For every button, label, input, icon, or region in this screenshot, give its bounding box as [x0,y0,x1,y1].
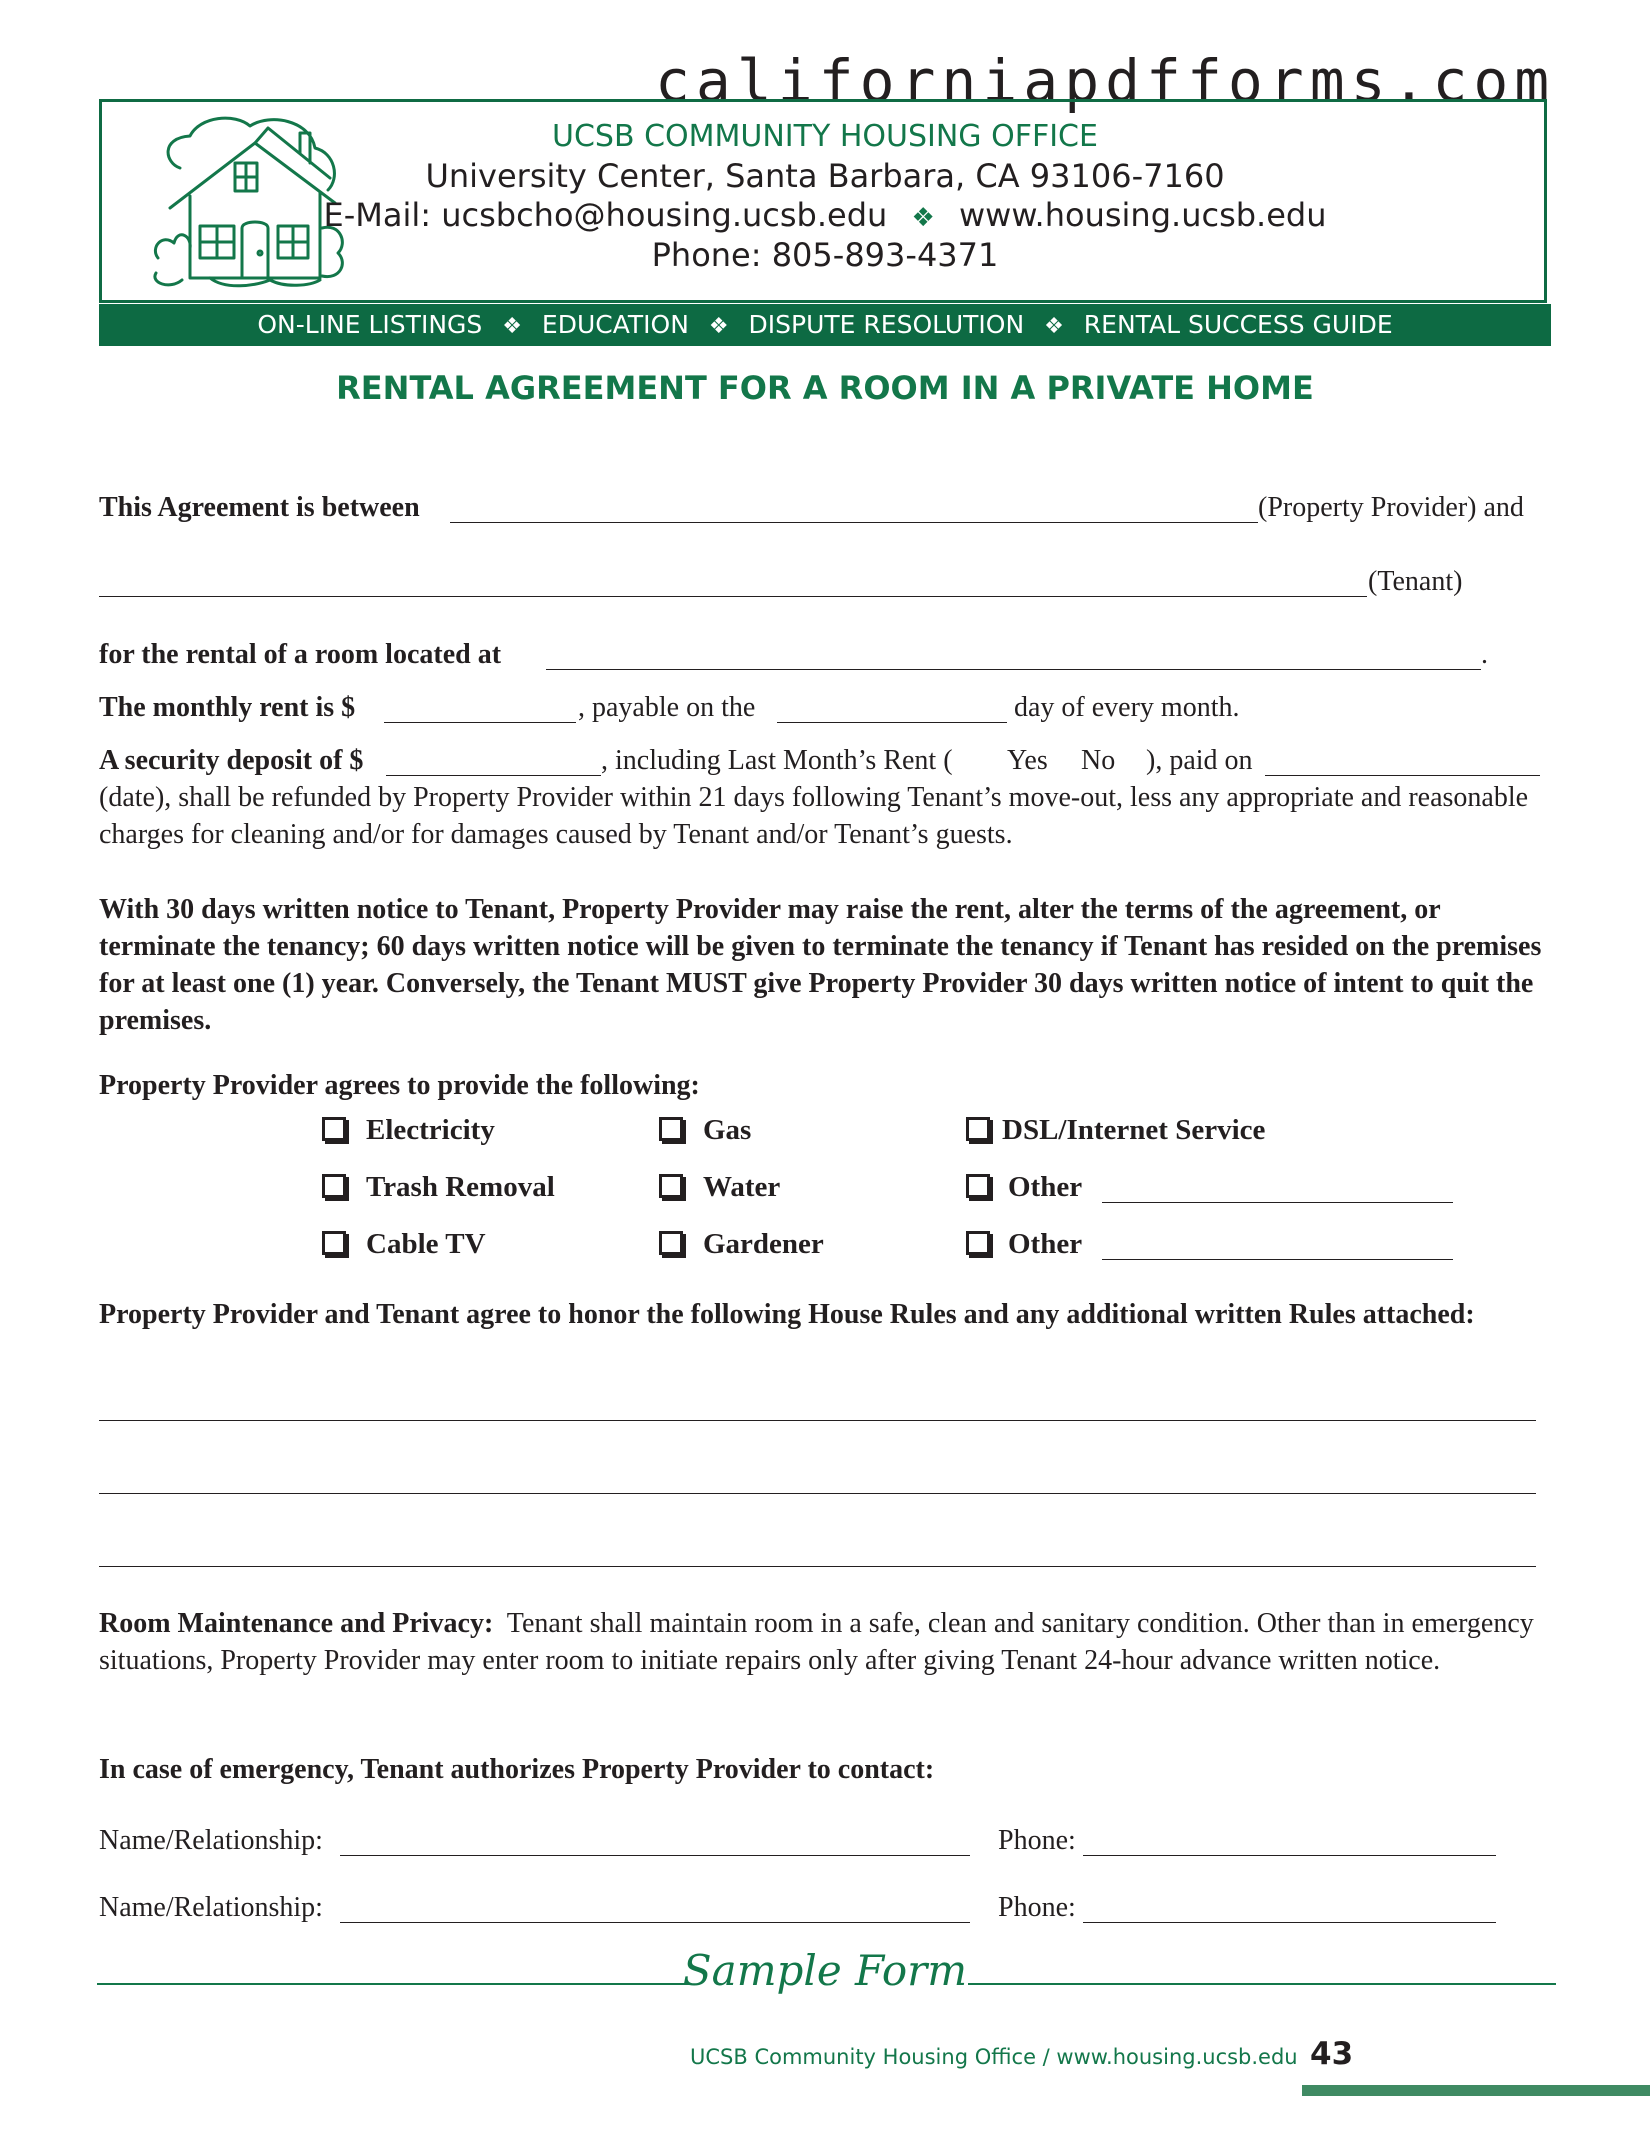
emergency-heading: In case of emergency, Tenant authorizes Property Provider to contact: [99,1754,935,1785]
checkbox-icon[interactable] [322,1174,346,1198]
maintenance-text: Tenant shall maintain room in a safe, clean and sanitary condition. Other than in emergency situations, Property Provider may enter room to initiate repairs only after giving Tenant 24-hour advance written notice. [99,1608,1534,1676]
other-1-field[interactable] [1102,1202,1453,1203]
name-relationship-label-2: Name/Relationship: [99,1892,323,1923]
org-address: University Center, Santa Barbara, CA 93106-7160 [425,157,1225,195]
paid-on-date-field[interactable] [1265,775,1540,776]
checkbox-icon[interactable] [966,1174,990,1198]
nav-item-dispute-resolution[interactable]: DISPUTE RESOLUTION [748,310,1025,339]
diamond-separator-icon: ❖ [911,203,935,233]
checkbox-icon[interactable] [966,1231,990,1255]
nav-item-education[interactable]: EDUCATION [541,310,689,339]
form-title: RENTAL AGREEMENT FOR A ROOM IN A PRIVATE HOME [336,369,1314,407]
nav-item-online-listings[interactable]: ON-LINE LISTINGS [257,310,483,339]
security-deposit-field[interactable] [386,775,601,776]
header-nav-bar [99,304,1551,346]
house-rules-line-1[interactable] [99,1420,1536,1421]
security-deposit-label: A security deposit of $ [99,745,364,776]
diamond-separator-icon: ❖ [1044,314,1064,339]
emergency-name-field-2[interactable] [340,1922,970,1923]
provider-suffix: (Property Provider) and [1258,492,1524,523]
day-of-month-label: day of every month. [1014,692,1240,723]
option-trash-removal[interactable]: Trash Removal [322,1173,555,1202]
tenant-name-field[interactable] [99,596,1367,597]
other-2-field[interactable] [1102,1259,1453,1260]
deposit-refund-text: (date), shall be refunded by Property Provider within 21 days following Tenant’s move-out, less any appropriate and reasonable charges for cleaning and/or for damages caused by Tenant and/or Tenant’s guests. [99,782,1529,850]
option-cable-tv[interactable]: Cable TV [322,1230,486,1259]
diamond-separator-icon: ❖ [502,314,522,339]
email-text[interactable]: E-Mail: ucsbcho@housing.ucsb.edu [323,196,888,234]
monthly-rent-field[interactable] [384,722,576,723]
footer-text: UCSB Community Housing Office / www.housing.ucsb.edu [690,2045,1298,2069]
checkbox-icon[interactable] [322,1231,346,1255]
org-name: UCSB COMMUNITY HOUSING OFFICE [552,119,1098,154]
location-label: for the rental of a room located at [99,639,502,670]
option-dsl-internet[interactable]: DSL/Internet Service [966,1116,1265,1145]
checkbox-icon[interactable] [659,1117,683,1141]
footer-bar [1302,2085,1650,2096]
payable-label: , payable on the [578,692,756,723]
yes-option[interactable]: Yes [1007,745,1048,776]
agreement-between-label: This Agreement is between [99,492,420,523]
option-gardener[interactable]: Gardener [659,1230,824,1259]
option-water[interactable]: Water [659,1173,780,1202]
contact-line [0,196,1650,234]
checkbox-icon[interactable] [322,1117,346,1141]
provides-heading: Property Provider agrees to provide the following: [99,1070,700,1101]
org-phone: Phone: 805-893-4371 [651,236,999,274]
emergency-name-field-1[interactable] [340,1855,970,1856]
option-gas[interactable]: Gas [659,1116,751,1145]
checkbox-icon[interactable] [659,1174,683,1198]
option-other-2[interactable]: Other [966,1230,1082,1259]
phone-label-1: Phone: [998,1825,1076,1856]
house-rules-heading: Property Provider and Tenant agree to honor the following House Rules and any additional written Rules attached: [99,1299,1475,1330]
house-rules-line-2[interactable] [99,1493,1536,1494]
payable-day-field[interactable] [777,722,1007,723]
tenant-suffix: (Tenant) [1368,566,1463,597]
last-month-rent-label: , including Last Month’s Rent ( [601,745,953,776]
monthly-rent-label: The monthly rent is $ [99,692,356,723]
maintenance-heading: Room Maintenance and Privacy: [99,1608,494,1639]
maintenance-paragraph [99,1605,1559,1679]
page-number: 43 [1310,2036,1354,2072]
nav-item-rental-success-guide[interactable]: RENTAL SUCCESS GUIDE [1083,310,1393,339]
phone-label-2: Phone: [998,1892,1076,1923]
notice-paragraph: With 30 days written notice to Tenant, Property Provider may raise the rent, alter the terms of the agreement, or terminate the tenancy; 60 days written notice will be given to terminate the tenancy if Tenant has resided on the premises for at least one (1) year. Conversely, the Tenant MUST give Property Provider 30 days written notice of intent to quit the premises. [99,894,1542,1036]
house-rules-line-3[interactable] [99,1566,1536,1567]
website-link[interactable]: www.housing.ucsb.edu [958,196,1327,234]
emergency-phone-field-2[interactable] [1083,1922,1496,1923]
checkbox-icon[interactable] [659,1231,683,1255]
emergency-phone-field-1[interactable] [1083,1855,1496,1856]
option-electricity[interactable]: Electricity [322,1116,495,1145]
name-relationship-label-1: Name/Relationship: [99,1825,323,1856]
provider-name-field[interactable] [450,522,1258,523]
sample-form-label: Sample Form [682,1946,968,1995]
option-other-1[interactable]: Other [966,1173,1082,1202]
no-option[interactable]: No [1081,745,1116,776]
room-location-field[interactable] [546,669,1481,670]
watermark-text: californiapdfforms.com [655,47,1556,115]
checkbox-icon[interactable] [966,1117,990,1141]
paid-on-label: ), paid on [1146,745,1253,776]
location-end: . [1481,639,1488,670]
diamond-separator-icon: ❖ [708,314,729,339]
